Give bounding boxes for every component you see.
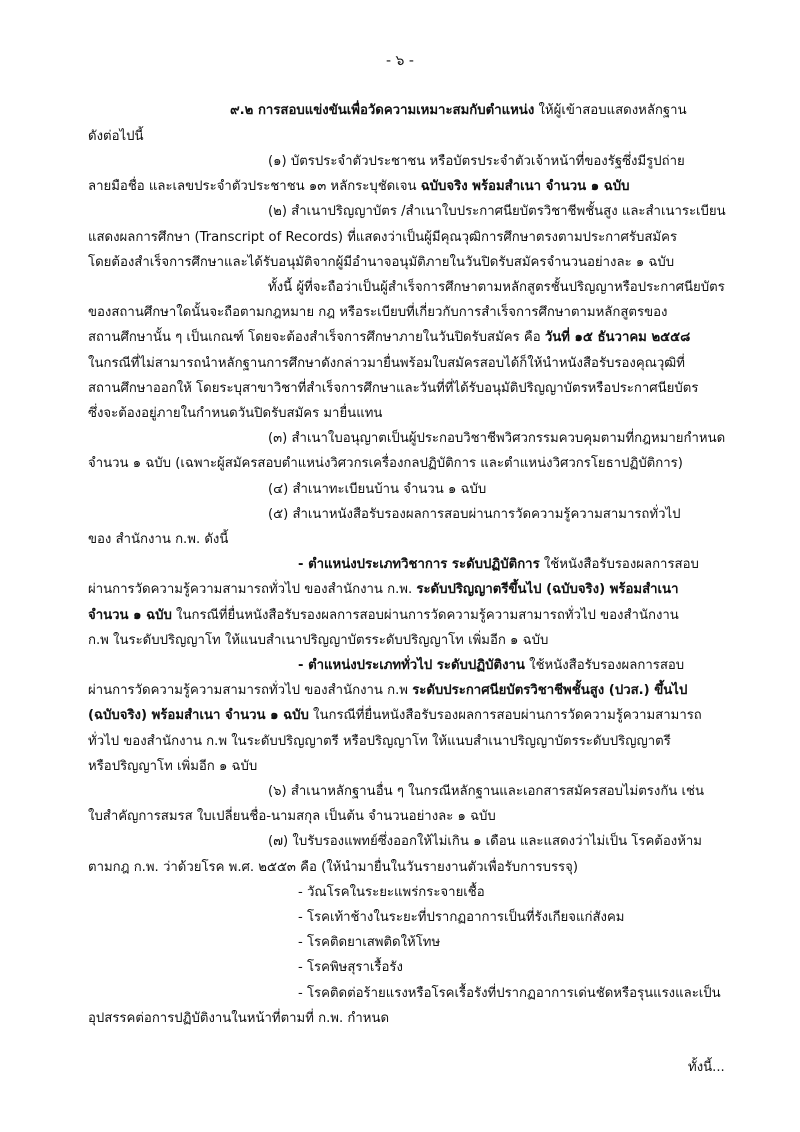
bold-text: - ตำแหน่งประเภททั่วไป ระดับปฏิบัติงาน <box>298 658 525 673</box>
text-line <box>230 102 687 120</box>
text-line <box>88 859 578 877</box>
text-line <box>298 985 721 1003</box>
text-run: หรือปริญญาโท เพิ่มอีก ๑ ฉบับ <box>88 759 258 774</box>
text-run: จำนวน ๑ ฉบับ (เฉพาะผู้สมัครสอบตำแหน่งวิศวกรเครื่องกลปฏิบัติการ และตำแหน่งวิศวกรโยธาปฏิบัติการ) <box>88 456 683 471</box>
text-line <box>88 380 698 398</box>
text-run: - โรคติดต่อร้ายแรงหรือโรคเรื้อรังที่ปรากฏอาการเด่นชัดหรือรุนแรงและเป็น <box>298 986 721 1001</box>
text-line <box>268 783 704 801</box>
text-run: ในกรณีที่ยื่นหนังสือรับรองผลการสอบผ่านการวัดความรู้ความสามารถ <box>308 708 702 723</box>
text-line <box>88 682 687 700</box>
text-line <box>88 178 629 196</box>
text-line <box>268 430 725 448</box>
text-line <box>88 355 685 373</box>
text-line <box>88 607 679 625</box>
text-line <box>88 229 677 247</box>
text-run: สถานศึกษานั้น ๆ เป็นเกณฑ์ โดยจะต้องสำเร็จการศึกษาภายในวันปิดรับสมัคร คือ <box>88 330 545 345</box>
text-line <box>298 934 440 952</box>
text-run: ให้ผู้เข้าสอบแสดงหลักฐาน <box>534 103 687 118</box>
text-line <box>268 481 486 499</box>
bold-text: ฉบับจริง พร้อมสำเนา จำนวน ๑ ฉบับ <box>420 179 630 194</box>
bold-text: - ตำแหน่งประเภทวิชาการ ระดับปฏิบัติการ <box>298 557 540 572</box>
text-line <box>88 405 382 423</box>
text-run: ก.พ ในระดับปริญญาโท ให้แนบสำเนาปริญญาบัตรระดับปริญญาโท เพิ่มอีก ๑ ฉบับ <box>88 633 549 648</box>
text-line <box>88 581 678 599</box>
text-run: (๑) บัตรประจำตัวประชาชน หรือบัตรประจำตัวเจ้าหน้าที่ของรัฐซึ่งมีรูปถ่าย <box>268 154 685 169</box>
text-run: ใช้หนังสือรับรองผลการสอบ <box>539 557 699 572</box>
page-number: - ๖ - <box>386 53 414 69</box>
text-line <box>268 203 726 221</box>
text-run: ในกรณีที่ไม่สามารถนำหลักฐานการศึกษาดังกล่าวมายื่นพร้อมใบสมัครสอบได้ก็ให้นำหนังสือรับรองคุณวุฒิที่ <box>88 356 685 371</box>
text-run: แสดงผลการศึกษา (Transcript of Records) ที่แสดงว่าเป็นผู้มีคุณวุฒิการศึกษาตรงตามประกาศรับสมัคร <box>88 230 678 245</box>
text-line <box>88 632 548 650</box>
text-line <box>298 959 403 977</box>
text-line <box>88 304 667 322</box>
text-line <box>88 128 144 146</box>
text-run: - โรคเท้าช้างในระยะที่ปรากฏอาการเป็นที่รังเกียจแก่สังคม <box>298 910 625 925</box>
text-run: ตามกฎ ก.พ. ว่าด้วยโรค พ.ศ. ๒๕๕๓ คือ (ให้นำมายื่นในวันรายงานตัวเพื่อรับการบรรจุ) <box>88 860 578 875</box>
text-run: ของ สำนักงาน ก.พ. ดังนี้ <box>88 532 229 547</box>
text-line <box>88 733 671 751</box>
text-line <box>88 329 690 347</box>
text-run: (๗) ใบรับรองแพทย์ซึ่งออกให้ไม่เกิน ๑ เดือน และแสดงว่าไม่เป็น โรคต้องห้าม <box>268 834 702 849</box>
text-run: ใบสำคัญการสมรส ใบเปลี่ยนชื่อ-นามสกุล เป็นต้น จำนวนอย่างละ ๑ ฉบับ <box>88 809 496 824</box>
text-run: ดังต่อไปนี้ <box>88 129 144 144</box>
text-line <box>268 506 681 524</box>
text-line <box>268 279 725 297</box>
text-run: - วัณโรคในระยะแพร่กระจายเชื้อ <box>298 885 485 900</box>
text-line <box>298 909 625 927</box>
text-line <box>298 657 684 675</box>
text-line <box>268 833 702 851</box>
text-run: (๔) สำเนาทะเบียนบ้าน จำนวน ๑ ฉบับ <box>268 482 487 497</box>
text-run: ใช้หนังสือรับรองผลการสอบ <box>524 658 685 673</box>
text-line <box>88 455 683 473</box>
text-run: ผ่านการวัดความรู้ความสามารถทั่วไป ของสำนักงาน ก.พ <box>88 683 413 698</box>
text-run: ผ่านการวัดความรู้ความสามารถทั่วไป ของสำนักงาน ก.พ. <box>88 582 417 597</box>
text-line <box>688 1059 725 1077</box>
text-run: (๓) สำเนาใบอนุญาตเป็นผู้ประกอบวิชาชีพวิศวกรรมควบคุมตามที่กฎหมายกำหนด <box>268 431 726 446</box>
text-line <box>88 1010 389 1028</box>
bold-text: วันที่ ๑๕ ธันวาคม ๒๕๕๘ <box>544 330 691 345</box>
text-run: ทั้งนี้... <box>688 1060 725 1075</box>
bold-text: ๙.๒ การสอบแข่งขันเพื่อวัดความเหมาะสมกับตำแหน่ง <box>230 103 535 118</box>
text-run: สถานศึกษาออกให้ โดยระบุสาขาวิชาที่สำเร็จการศึกษาและวันที่ที่ได้รับอนุมัติปริญญาบัตรหรือประกาศนียบัตร <box>88 381 699 396</box>
text-line <box>88 531 228 549</box>
text-run: ทั้งนี้ ผู้ที่จะถือว่าเป็นผู้สำเร็จการศึกษาตามหลักสูตรชั้นปริญญาหรือประกาศนียบัตร <box>268 280 725 295</box>
bold-text: จำนวน ๑ ฉบับ <box>88 608 172 623</box>
text-run: ซึ่งจะต้องอยู่ภายในกำหนดวันปิดรับสมัคร มายื่นแทน <box>88 406 383 421</box>
text-run: (๒) สำเนาปริญญาบัตร /สำเนาใบประกาศนียบัตรวิชาชีพชั้นสูง และสำเนาระเบียน <box>268 204 726 219</box>
bold-text: (ฉบับจริง) พร้อมสำเนา จำนวน ๑ ฉบับ <box>88 708 309 723</box>
text-run: (๕) สำเนาหนังสือรับรองผลการสอบผ่านการวัดความรู้ความสามารถทั่วไป <box>268 507 681 522</box>
text-line <box>88 758 257 776</box>
text-run: โดยต้องสำเร็จการศึกษาและได้รับอนุมัติจากผู้มีอำนาจอนุมัติภายในวันปิดรับสมัครจำนวนอย่างละ ๑ ฉบับ <box>88 255 675 270</box>
text-run: (๖) สำเนาหลักฐานอื่น ๆ ในกรณีหลักฐานและเอกสารสมัครสอบไม่ตรงกัน เช่น <box>268 784 704 799</box>
text-line <box>88 707 702 725</box>
text-run: อุปสรรคต่อการปฏิบัติงานในหน้าที่ตามที่ ก.พ. กำหนด <box>88 1011 390 1026</box>
text-run: - โรคติดยาเสพติดให้โทษ <box>298 935 441 950</box>
text-run: - โรคพิษสุราเรื้อรัง <box>298 960 403 975</box>
text-line <box>88 808 496 826</box>
text-run: ลายมือชื่อ และเลขประจำตัวประชาชน ๑๓ หลักระบุชัดเจน <box>88 179 421 194</box>
text-run: ในกรณีที่ยื่นหนังสือรับรองผลการสอบผ่านการวัดความรู้ความสามารถทั่วไป ของสำนักงาน <box>171 608 679 623</box>
text-line <box>268 153 685 171</box>
bold-text: ระดับประกาศนียบัตรวิชาชีพชั้นสูง (ปวส.) ขึ้นไป <box>412 683 688 698</box>
bold-text: ระดับปริญญาตรีขึ้นไป (ฉบับจริง) พร้อมสำเนา <box>416 582 679 597</box>
text-run: ของสถานศึกษาใดนั้นจะถือตามกฎหมาย กฎ หรือระเบียบที่เกี่ยวกับการสำเร็จการศึกษาตามหลักสูตรของ <box>88 305 668 320</box>
text-line <box>298 556 699 574</box>
text-line <box>298 884 485 902</box>
text-line <box>88 254 674 272</box>
text-run: ทั่วไป ของสำนักงาน ก.พ ในระดับปริญญาตรี หรือปริญญาโท ให้แนบสำเนาปริญญาบัตรระดับปริญญาตรี <box>88 734 671 749</box>
